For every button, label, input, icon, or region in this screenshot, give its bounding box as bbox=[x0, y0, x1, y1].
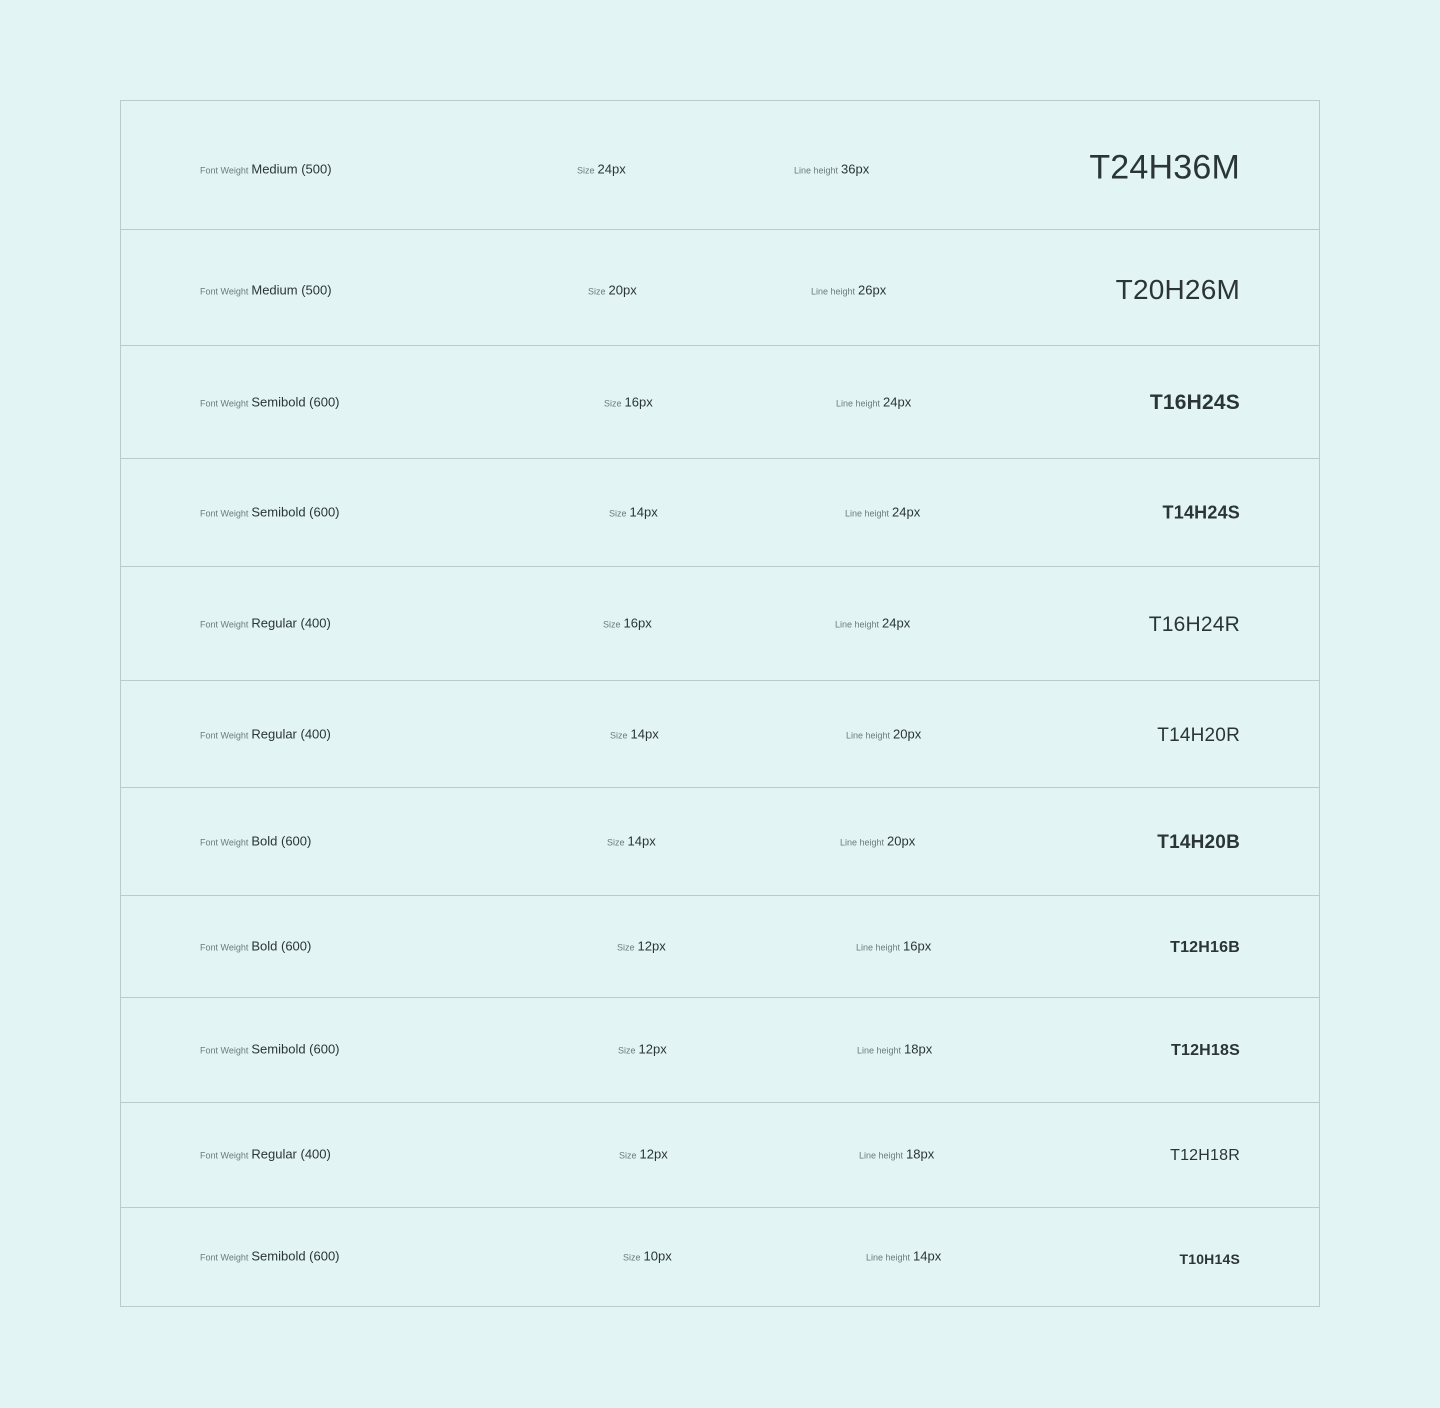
font-weight-cell bbox=[200, 505, 340, 520]
font-weight-value: Bold (600) bbox=[251, 938, 312, 954]
font-weight-value: Regular (400) bbox=[251, 615, 331, 631]
line-height-cell bbox=[857, 1042, 932, 1057]
font-weight-cell bbox=[200, 616, 331, 631]
type-row bbox=[121, 459, 1319, 567]
line-height-label: Line height bbox=[846, 730, 891, 741]
size-value: 16px bbox=[623, 615, 652, 631]
size-label: Size bbox=[609, 508, 627, 519]
size-value: 24px bbox=[597, 161, 626, 177]
line-height-cell bbox=[835, 616, 910, 631]
line-height-cell bbox=[859, 1147, 934, 1162]
type-token-sample: T20H26M bbox=[1115, 274, 1240, 305]
size-value: 14px bbox=[629, 504, 658, 520]
size-value: 12px bbox=[637, 938, 666, 954]
type-row bbox=[121, 230, 1319, 346]
size-label: Size bbox=[617, 942, 635, 953]
line-height-value: 24px bbox=[892, 504, 921, 520]
size-label: Size bbox=[618, 1045, 636, 1056]
line-height-value: 18px bbox=[904, 1041, 933, 1057]
type-row bbox=[121, 1208, 1319, 1306]
font-weight-value: Regular (400) bbox=[251, 726, 331, 742]
size-label: Size bbox=[607, 837, 625, 848]
size-cell bbox=[603, 616, 652, 631]
line-height-value: 36px bbox=[841, 161, 870, 177]
type-row bbox=[121, 896, 1319, 998]
size-value: 14px bbox=[630, 726, 659, 742]
line-height-value: 26px bbox=[858, 282, 887, 298]
type-token-sample: T12H18R bbox=[1170, 1147, 1240, 1164]
line-height-cell bbox=[846, 727, 921, 742]
font-weight-label: Font Weight bbox=[200, 619, 249, 630]
type-row bbox=[121, 998, 1319, 1103]
type-token-sample: T24H36M bbox=[1089, 148, 1240, 187]
type-row bbox=[121, 788, 1319, 896]
font-weight-value: Semibold (600) bbox=[251, 394, 340, 410]
font-weight-value: Semibold (600) bbox=[251, 1248, 340, 1264]
type-token-sample: T16H24R bbox=[1148, 613, 1240, 636]
size-cell bbox=[617, 939, 666, 954]
type-token-sample: T14H20B bbox=[1157, 832, 1240, 853]
size-cell bbox=[588, 283, 637, 298]
line-height-value: 14px bbox=[913, 1248, 942, 1264]
size-label: Size bbox=[619, 1150, 637, 1161]
line-height-cell bbox=[836, 395, 911, 410]
size-cell bbox=[619, 1147, 668, 1162]
font-weight-label: Font Weight bbox=[200, 286, 249, 297]
font-weight-cell bbox=[200, 834, 311, 849]
line-height-cell bbox=[845, 505, 920, 520]
line-height-value: 24px bbox=[882, 615, 911, 631]
size-label: Size bbox=[603, 619, 621, 630]
type-row bbox=[121, 681, 1319, 788]
size-label: Size bbox=[588, 286, 606, 297]
size-cell bbox=[609, 505, 658, 520]
typography-table bbox=[120, 100, 1320, 1307]
size-cell bbox=[618, 1042, 667, 1057]
size-value: 20px bbox=[608, 282, 637, 298]
font-weight-cell bbox=[200, 395, 340, 410]
font-weight-value: Semibold (600) bbox=[251, 1041, 340, 1057]
line-height-cell bbox=[866, 1249, 941, 1264]
font-weight-label: Font Weight bbox=[200, 398, 249, 409]
font-weight-label: Font Weight bbox=[200, 837, 249, 848]
line-height-label: Line height bbox=[794, 165, 839, 176]
font-weight-cell bbox=[200, 162, 332, 177]
line-height-label: Line height bbox=[859, 1150, 904, 1161]
font-weight-cell bbox=[200, 939, 311, 954]
font-weight-cell bbox=[200, 1147, 331, 1162]
type-token-sample: T12H16B bbox=[1170, 939, 1240, 956]
line-height-cell bbox=[811, 283, 886, 298]
line-height-label: Line height bbox=[845, 508, 890, 519]
size-label: Size bbox=[610, 730, 628, 741]
size-cell bbox=[623, 1249, 672, 1264]
type-token-sample: T16H24S bbox=[1149, 391, 1240, 414]
size-value: 12px bbox=[638, 1041, 667, 1057]
line-height-label: Line height bbox=[811, 286, 856, 297]
line-height-label: Line height bbox=[866, 1252, 911, 1263]
font-weight-cell bbox=[200, 1042, 340, 1057]
font-weight-label: Font Weight bbox=[200, 165, 249, 176]
font-weight-label: Font Weight bbox=[200, 1150, 249, 1161]
font-weight-label: Font Weight bbox=[200, 508, 249, 519]
type-row bbox=[121, 567, 1319, 681]
type-row bbox=[121, 101, 1319, 230]
line-height-value: 16px bbox=[903, 938, 932, 954]
type-token-sample: T14H24S bbox=[1162, 502, 1240, 523]
type-row bbox=[121, 1103, 1319, 1208]
size-label: Size bbox=[623, 1252, 641, 1263]
line-height-label: Line height bbox=[857, 1045, 902, 1056]
font-weight-value: Medium (500) bbox=[251, 161, 332, 177]
size-label: Size bbox=[604, 398, 622, 409]
line-height-cell bbox=[794, 162, 869, 177]
line-height-cell bbox=[856, 939, 931, 954]
line-height-value: 18px bbox=[906, 1146, 935, 1162]
line-height-value: 20px bbox=[887, 833, 916, 849]
font-weight-label: Font Weight bbox=[200, 942, 249, 953]
type-token-sample: T14H20R bbox=[1157, 725, 1240, 746]
line-height-value: 20px bbox=[893, 726, 922, 742]
line-height-label: Line height bbox=[835, 619, 880, 630]
type-row bbox=[121, 346, 1319, 459]
font-weight-value: Bold (600) bbox=[251, 833, 312, 849]
line-height-label: Line height bbox=[856, 942, 901, 953]
font-weight-value: Regular (400) bbox=[251, 1146, 331, 1162]
font-weight-cell bbox=[200, 727, 331, 742]
size-value: 12px bbox=[639, 1146, 668, 1162]
size-value: 10px bbox=[643, 1248, 672, 1264]
size-value: 16px bbox=[624, 394, 653, 410]
size-cell bbox=[610, 727, 659, 742]
font-weight-value: Semibold (600) bbox=[251, 504, 340, 520]
size-cell bbox=[577, 162, 626, 177]
font-weight-label: Font Weight bbox=[200, 1045, 249, 1056]
line-height-label: Line height bbox=[836, 398, 881, 409]
font-weight-cell bbox=[200, 283, 332, 298]
font-weight-value: Medium (500) bbox=[251, 282, 332, 298]
type-token-sample: T12H18S bbox=[1171, 1042, 1240, 1059]
size-value: 14px bbox=[627, 833, 656, 849]
line-height-label: Line height bbox=[840, 837, 885, 848]
size-cell bbox=[607, 834, 656, 849]
font-weight-cell bbox=[200, 1249, 340, 1264]
font-weight-label: Font Weight bbox=[200, 730, 249, 741]
font-weight-label: Font Weight bbox=[200, 1252, 249, 1263]
size-label: Size bbox=[577, 165, 595, 176]
type-token-sample: T10H14S bbox=[1179, 1251, 1240, 1267]
size-cell bbox=[604, 395, 653, 410]
line-height-cell bbox=[840, 834, 915, 849]
line-height-value: 24px bbox=[883, 394, 912, 410]
